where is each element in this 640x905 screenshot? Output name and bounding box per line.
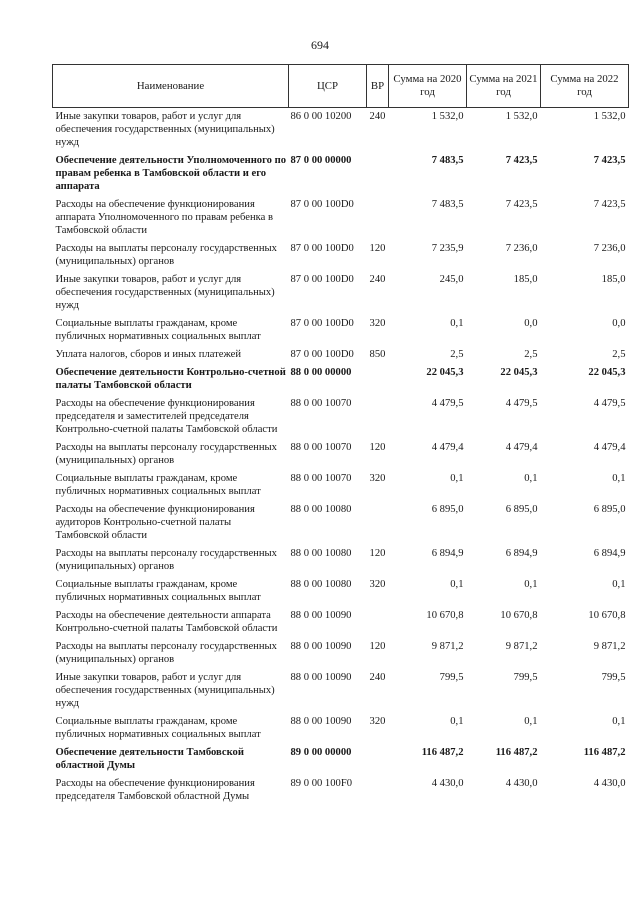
page-number: 694	[311, 38, 329, 52]
row-sum-2021: 22 045,3	[500, 367, 538, 378]
row-vr	[367, 196, 389, 240]
section-row	[53, 364, 629, 395]
row-vr: 850	[369, 349, 386, 360]
row-name: Уплата налогов, сборов и иных платежей	[55, 349, 242, 360]
row-vr: 240	[369, 111, 386, 122]
row-csr: 87 0 00 100D0	[290, 243, 354, 254]
header-sum-2022: Сумма на 2022 год	[541, 65, 629, 108]
row-name: Расходы на выплаты персоналу государственных (муниципальных) органов	[55, 548, 277, 572]
row-name: Иные закупки товаров, работ и услуг для обеспечения государственных (муниципальных) нужд	[55, 672, 275, 709]
row-vr: 320	[369, 473, 386, 484]
row-sum-2022: 116 487,2	[583, 747, 626, 758]
table-row	[53, 196, 629, 240]
row-sum-2021: 4 430,0	[505, 778, 538, 789]
row-name: Расходы на обеспечение деятельности аппарата Контрольно-счетной палаты Тамбовской области	[55, 610, 278, 634]
row-name: Расходы на обеспечение функционирования аудиторов Контрольно-счетной палаты Тамбовской области	[55, 504, 255, 541]
row-vr: 320	[369, 716, 386, 727]
row-csr: 87 0 00 100D0	[290, 318, 354, 329]
row-vr: 320	[369, 318, 386, 329]
row-sum-2022: 0,0	[612, 318, 626, 329]
row-sum-2021: 1 532,0	[505, 111, 538, 122]
table-row	[53, 669, 629, 713]
row-sum-2020: 0,1	[450, 318, 464, 329]
table-row	[53, 271, 629, 315]
table-row	[53, 638, 629, 669]
row-vr	[367, 152, 389, 196]
row-sum-2021: 6 894,9	[505, 548, 538, 559]
row-csr: 88 0 00 10090	[290, 716, 352, 727]
table-row	[53, 240, 629, 271]
row-sum-2022: 0,1	[612, 579, 626, 590]
row-vr	[367, 607, 389, 638]
row-name: Социальные выплаты гражданам, кроме публичных нормативных социальных выплат	[55, 473, 261, 497]
row-sum-2020: 0,1	[450, 579, 464, 590]
row-name: Расходы на обеспечение функционирования председателя и заместителей председателя Контрольно-счетной палаты Тамбовской области	[55, 398, 278, 435]
row-csr: 87 0 00 00000	[290, 155, 352, 166]
row-csr: 88 0 00 10090	[290, 672, 352, 683]
row-name: Социальные выплаты гражданам, кроме публичных нормативных социальных выплат	[55, 716, 261, 740]
row-csr: 88 0 00 10070	[290, 398, 352, 409]
row-vr	[367, 775, 389, 806]
row-vr	[367, 395, 389, 439]
row-sum-2022: 10 670,8	[588, 610, 626, 621]
row-vr: 240	[369, 274, 386, 285]
table-row	[53, 607, 629, 638]
row-vr: 120	[369, 243, 386, 254]
row-sum-2022: 9 871,2	[593, 641, 626, 652]
row-name: Расходы на выплаты персоналу государственных (муниципальных) органов	[55, 442, 277, 466]
row-name: Социальные выплаты гражданам, кроме публичных нормативных социальных выплат	[55, 318, 261, 342]
row-csr: 87 0 00 100D0	[290, 274, 354, 285]
row-sum-2022: 7 423,5	[593, 155, 626, 166]
row-name: Обеспечение деятельности Уполномоченного по правам ребенка в Тамбовской области и его аппарата	[55, 155, 286, 192]
row-sum-2022: 2,5	[612, 349, 626, 360]
row-sum-2022: 4 430,0	[593, 778, 626, 789]
row-sum-2022: 0,1	[612, 473, 626, 484]
row-csr: 88 0 00 10070	[290, 442, 352, 453]
row-sum-2021: 0,1	[524, 716, 538, 727]
row-sum-2021: 799,5	[513, 672, 538, 683]
row-sum-2020: 2,5	[450, 349, 464, 360]
header-sum-2020: Сумма на 2020 год	[389, 65, 467, 108]
table-row	[53, 346, 629, 364]
table-header	[53, 65, 629, 108]
section-row	[53, 152, 629, 196]
row-sum-2021: 7 423,5	[505, 155, 538, 166]
row-sum-2020: 10 670,8	[426, 610, 464, 621]
table-row	[53, 545, 629, 576]
row-sum-2022: 7 423,5	[593, 199, 626, 210]
table-row	[53, 108, 629, 153]
row-sum-2020: 22 045,3	[426, 367, 464, 378]
row-name: Обеспечение деятельности Тамбовской областной Думы	[55, 747, 244, 771]
row-sum-2020: 6 894,9	[431, 548, 464, 559]
row-sum-2022: 1 532,0	[593, 111, 626, 122]
row-sum-2020: 4 430,0	[431, 778, 464, 789]
row-sum-2021: 10 670,8	[500, 610, 538, 621]
table-row	[53, 775, 629, 806]
row-sum-2021: 116 487,2	[495, 747, 538, 758]
row-sum-2021: 4 479,5	[505, 398, 538, 409]
table-body	[53, 108, 629, 807]
row-csr: 88 0 00 10080	[290, 504, 352, 515]
row-sum-2020: 4 479,5	[431, 398, 464, 409]
budget-table	[52, 64, 629, 806]
header-name: Наименование	[53, 65, 289, 108]
row-name: Расходы на обеспечение функционирования председателя Тамбовской областной Думы	[55, 778, 255, 802]
row-csr: 89 0 00 100F0	[290, 778, 353, 789]
header-sum-2021: Сумма на 2021 год	[467, 65, 541, 108]
row-csr: 87 0 00 100D0	[290, 349, 354, 360]
table-row	[53, 501, 629, 545]
table-row	[53, 315, 629, 346]
header-vr: ВР	[367, 65, 389, 108]
row-sum-2022: 22 045,3	[588, 367, 626, 378]
row-csr: 88 0 00 10090	[290, 641, 352, 652]
row-vr: 120	[369, 442, 386, 453]
row-vr	[367, 501, 389, 545]
row-name: Обеспечение деятельности Контрольно-счетной палаты Тамбовской области	[55, 367, 286, 391]
row-name: Расходы на обеспечение функционирования аппарата Уполномоченного по правам ребенка в Тамбовской области	[55, 199, 273, 236]
row-sum-2020: 7 483,5	[431, 155, 464, 166]
row-name: Расходы на выплаты персоналу государственных (муниципальных) органов	[55, 243, 277, 267]
row-vr: 120	[369, 548, 386, 559]
row-vr: 320	[369, 579, 386, 590]
row-sum-2021: 4 479,4	[505, 442, 538, 453]
table-row	[53, 395, 629, 439]
row-sum-2020: 9 871,2	[431, 641, 464, 652]
row-vr	[367, 744, 389, 775]
row-sum-2021: 0,1	[524, 473, 538, 484]
row-sum-2020: 4 479,4	[431, 442, 464, 453]
row-sum-2020: 0,1	[450, 473, 464, 484]
row-name: Иные закупки товаров, работ и услуг для обеспечения государственных (муниципальных) нужд	[55, 274, 275, 311]
row-vr: 240	[369, 672, 386, 683]
row-csr: 88 0 00 10090	[290, 610, 352, 621]
row-sum-2022: 7 236,0	[593, 243, 626, 254]
row-sum-2022: 6 894,9	[593, 548, 626, 559]
row-name: Расходы на выплаты персоналу государственных (муниципальных) органов	[55, 641, 277, 665]
table-row	[53, 470, 629, 501]
section-row	[53, 744, 629, 775]
row-csr: 88 0 00 10070	[290, 473, 352, 484]
row-sum-2020: 245,0	[439, 274, 464, 285]
row-csr: 87 0 00 100D0	[290, 199, 354, 210]
row-sum-2021: 2,5	[524, 349, 538, 360]
row-sum-2020: 0,1	[450, 716, 464, 727]
row-sum-2022: 4 479,5	[593, 398, 626, 409]
row-sum-2020: 7 235,9	[431, 243, 464, 254]
row-sum-2021: 185,0	[513, 274, 538, 285]
row-sum-2022: 799,5	[601, 672, 626, 683]
row-sum-2022: 0,1	[612, 716, 626, 727]
row-sum-2020: 799,5	[439, 672, 464, 683]
row-sum-2020: 1 532,0	[431, 111, 464, 122]
header-csr: ЦСР	[289, 65, 367, 108]
row-sum-2021: 0,0	[524, 318, 538, 329]
row-vr	[367, 364, 389, 395]
row-sum-2022: 6 895,0	[593, 504, 626, 515]
row-name: Иные закупки товаров, работ и услуг для обеспечения государственных (муниципальных) нужд	[55, 111, 275, 148]
row-csr: 86 0 00 10200	[290, 111, 352, 122]
row-csr: 88 0 00 10080	[290, 579, 352, 590]
table-row	[53, 713, 629, 744]
row-sum-2020: 116 487,2	[421, 747, 464, 758]
row-sum-2020: 7 483,5	[431, 199, 464, 210]
row-sum-2021: 7 236,0	[505, 243, 538, 254]
row-sum-2021: 6 895,0	[505, 504, 538, 515]
row-sum-2022: 185,0	[601, 274, 626, 285]
row-name: Социальные выплаты гражданам, кроме публичных нормативных социальных выплат	[55, 579, 261, 603]
row-csr: 88 0 00 10080	[290, 548, 352, 559]
row-sum-2021: 0,1	[524, 579, 538, 590]
row-sum-2021: 9 871,2	[505, 641, 538, 652]
row-csr: 89 0 00 00000	[290, 747, 352, 758]
row-csr: 88 0 00 00000	[290, 367, 352, 378]
row-sum-2022: 4 479,4	[593, 442, 626, 453]
table-row	[53, 439, 629, 470]
row-sum-2020: 6 895,0	[431, 504, 464, 515]
row-sum-2021: 7 423,5	[505, 199, 538, 210]
table-row	[53, 576, 629, 607]
row-vr: 120	[369, 641, 386, 652]
